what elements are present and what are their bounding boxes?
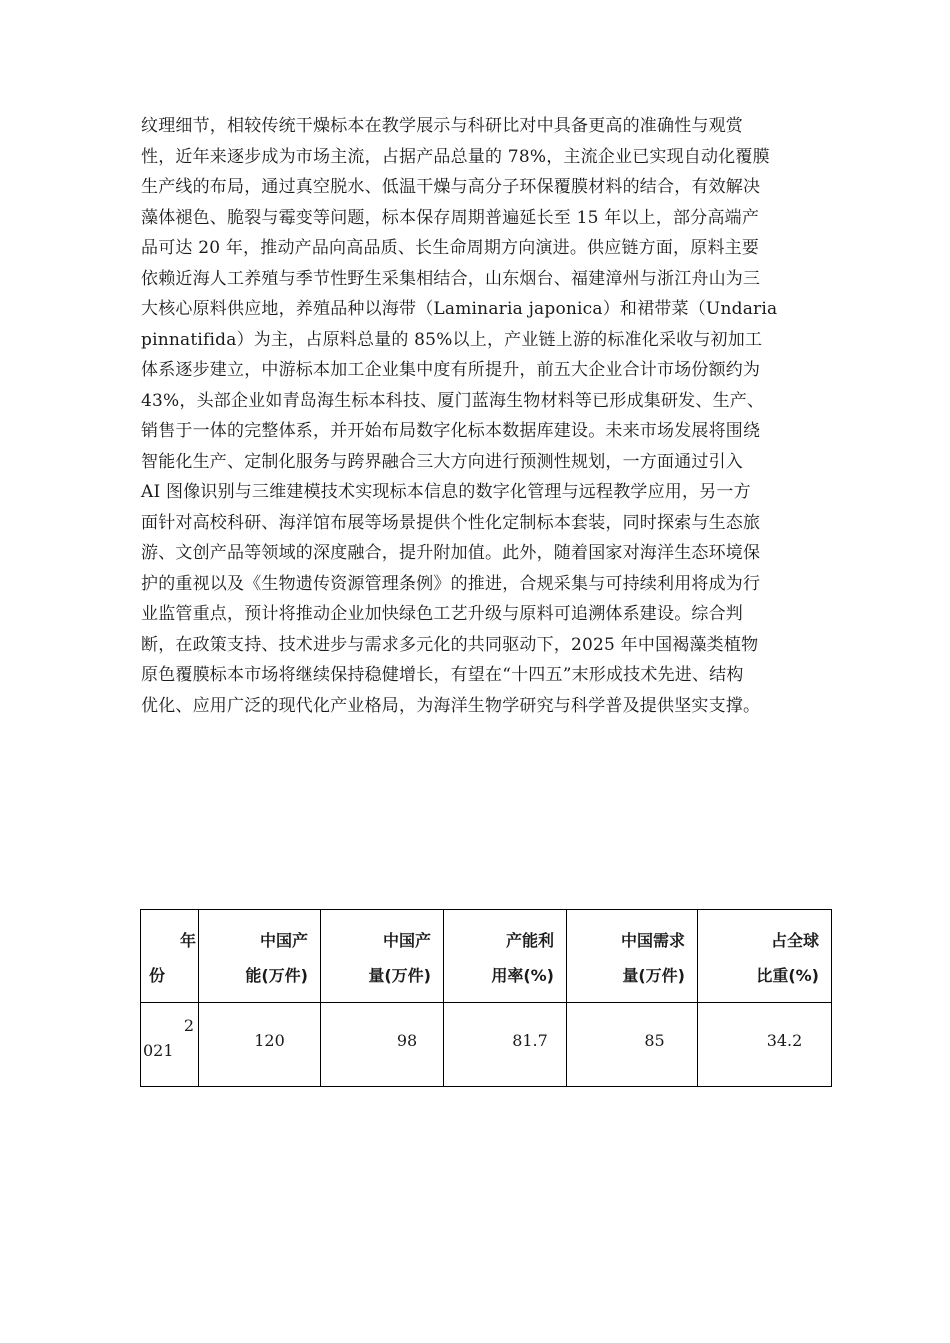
header-global-share: 占全球 比重(%): [698, 910, 832, 1003]
cell-utilization: 81.7: [444, 1003, 567, 1087]
paragraph-line: 大核心原料供应地，养殖品种以海带（Laminaria japonica）和裙带菜（Undaria: [141, 299, 778, 319]
table-row: [141, 1003, 832, 1087]
cell-year-bottom: 021: [143, 1041, 174, 1060]
header-year-bottom: 份: [149, 966, 166, 985]
paragraph-line: AI 图像识别与三维建模技术实现标本信息的数字化管理与远程教学应用，另一方: [141, 482, 751, 502]
paragraph-line: 原色覆膜标本市场将继续保持稳健增长，有望在“十四五”末形成技术先进、结构: [141, 665, 744, 685]
cell-year: [141, 1003, 199, 1087]
cell-demand: 85: [567, 1003, 698, 1087]
paragraph-line: 生产线的布局，通过真空脱水、低温干燥与高分子环保覆膜材料的结合，有效解决: [141, 177, 761, 197]
header-output: 中国产 量(万件): [321, 910, 444, 1003]
paragraph-line: 纹理细节，相较传统干燥标本在教学展示与科研比对中具备更高的准确性与观赏: [141, 116, 743, 136]
paragraph-line: 43%，头部企业如青岛海生标本科技、厦门蓝海生物材料等已形成集研发、生产、: [141, 390, 765, 411]
cell-output: 98: [321, 1003, 444, 1087]
paragraph-line: pinnatifida）为主，占原料总量的 85%以上，产业链上游的标准化采收与初加工: [141, 329, 763, 350]
header-year: [141, 910, 199, 1003]
cell-year-top: 2: [183, 1016, 194, 1035]
body-paragraph: [141, 111, 809, 721]
header-utilization: 产能利 用率(%): [444, 910, 567, 1003]
paragraph-line: 性，近年来逐步成为市场主流，占据产品总量的 78%，主流企业已实现自动化覆膜: [141, 146, 770, 167]
market-data-table: [140, 909, 832, 1087]
paragraph-line: 藻体褪色、脆裂与霉变等问题，标本保存周期普遍延长至 15 年以上，部分高端产: [141, 207, 760, 228]
paragraph-line: 体系逐步建立，中游标本加工企业集中度有所提升，前五大企业合计市场份额约为: [141, 360, 761, 380]
cell-capacity: 120: [199, 1003, 321, 1087]
cell-global-share: 34.2: [698, 1003, 832, 1087]
paragraph-line: 销售于一体的完整体系，并开始布局数字化标本数据库建设。未来市场发展将围绕: [141, 421, 761, 441]
paragraph-line: 依赖近海人工养殖与季节性野生采集相结合，山东烟台、福建漳州与浙江舟山为三: [141, 268, 761, 289]
table-header-row: [141, 910, 832, 1003]
header-year-top: 年: [179, 931, 196, 950]
paragraph-line: 业监管重点，预计将推动企业加快绿色工艺升级与原料可追溯体系建设。综合判: [141, 604, 743, 624]
header-demand: 中国需求 量(万件): [567, 910, 698, 1003]
paragraph-line: 智能化生产、定制化服务与跨界融合三大方向进行预测性规划，一方面通过引入: [141, 451, 743, 472]
paragraph-line: 优化、应用广泛的现代化产业格局，为海洋生物学研究与科学普及提供坚实支撑。: [141, 695, 761, 716]
paragraph-line: 游、文创产品等领域的深度融合，提升附加值。此外，随着国家对海洋生态环境保: [141, 543, 761, 563]
paragraph-line: 品可达 20 年，推动产品向高品质、长生命周期方向演进。供应链方面，原料主要: [141, 238, 760, 258]
paragraph-line: 面针对高校科研、海洋馆布展等场景提供个性化定制标本套装，同时探索与生态旅: [141, 512, 761, 533]
paragraph-line: 护的重视以及《生物遗传资源管理条例》的推进，合规采集与可持续利用将成为行: [141, 573, 761, 594]
header-capacity: 中国产 能(万件): [199, 910, 321, 1003]
paragraph-line: 断，在政策支持、技术进步与需求多元化的共同驱动下，2025 年中国褐藻类植物: [141, 634, 759, 655]
